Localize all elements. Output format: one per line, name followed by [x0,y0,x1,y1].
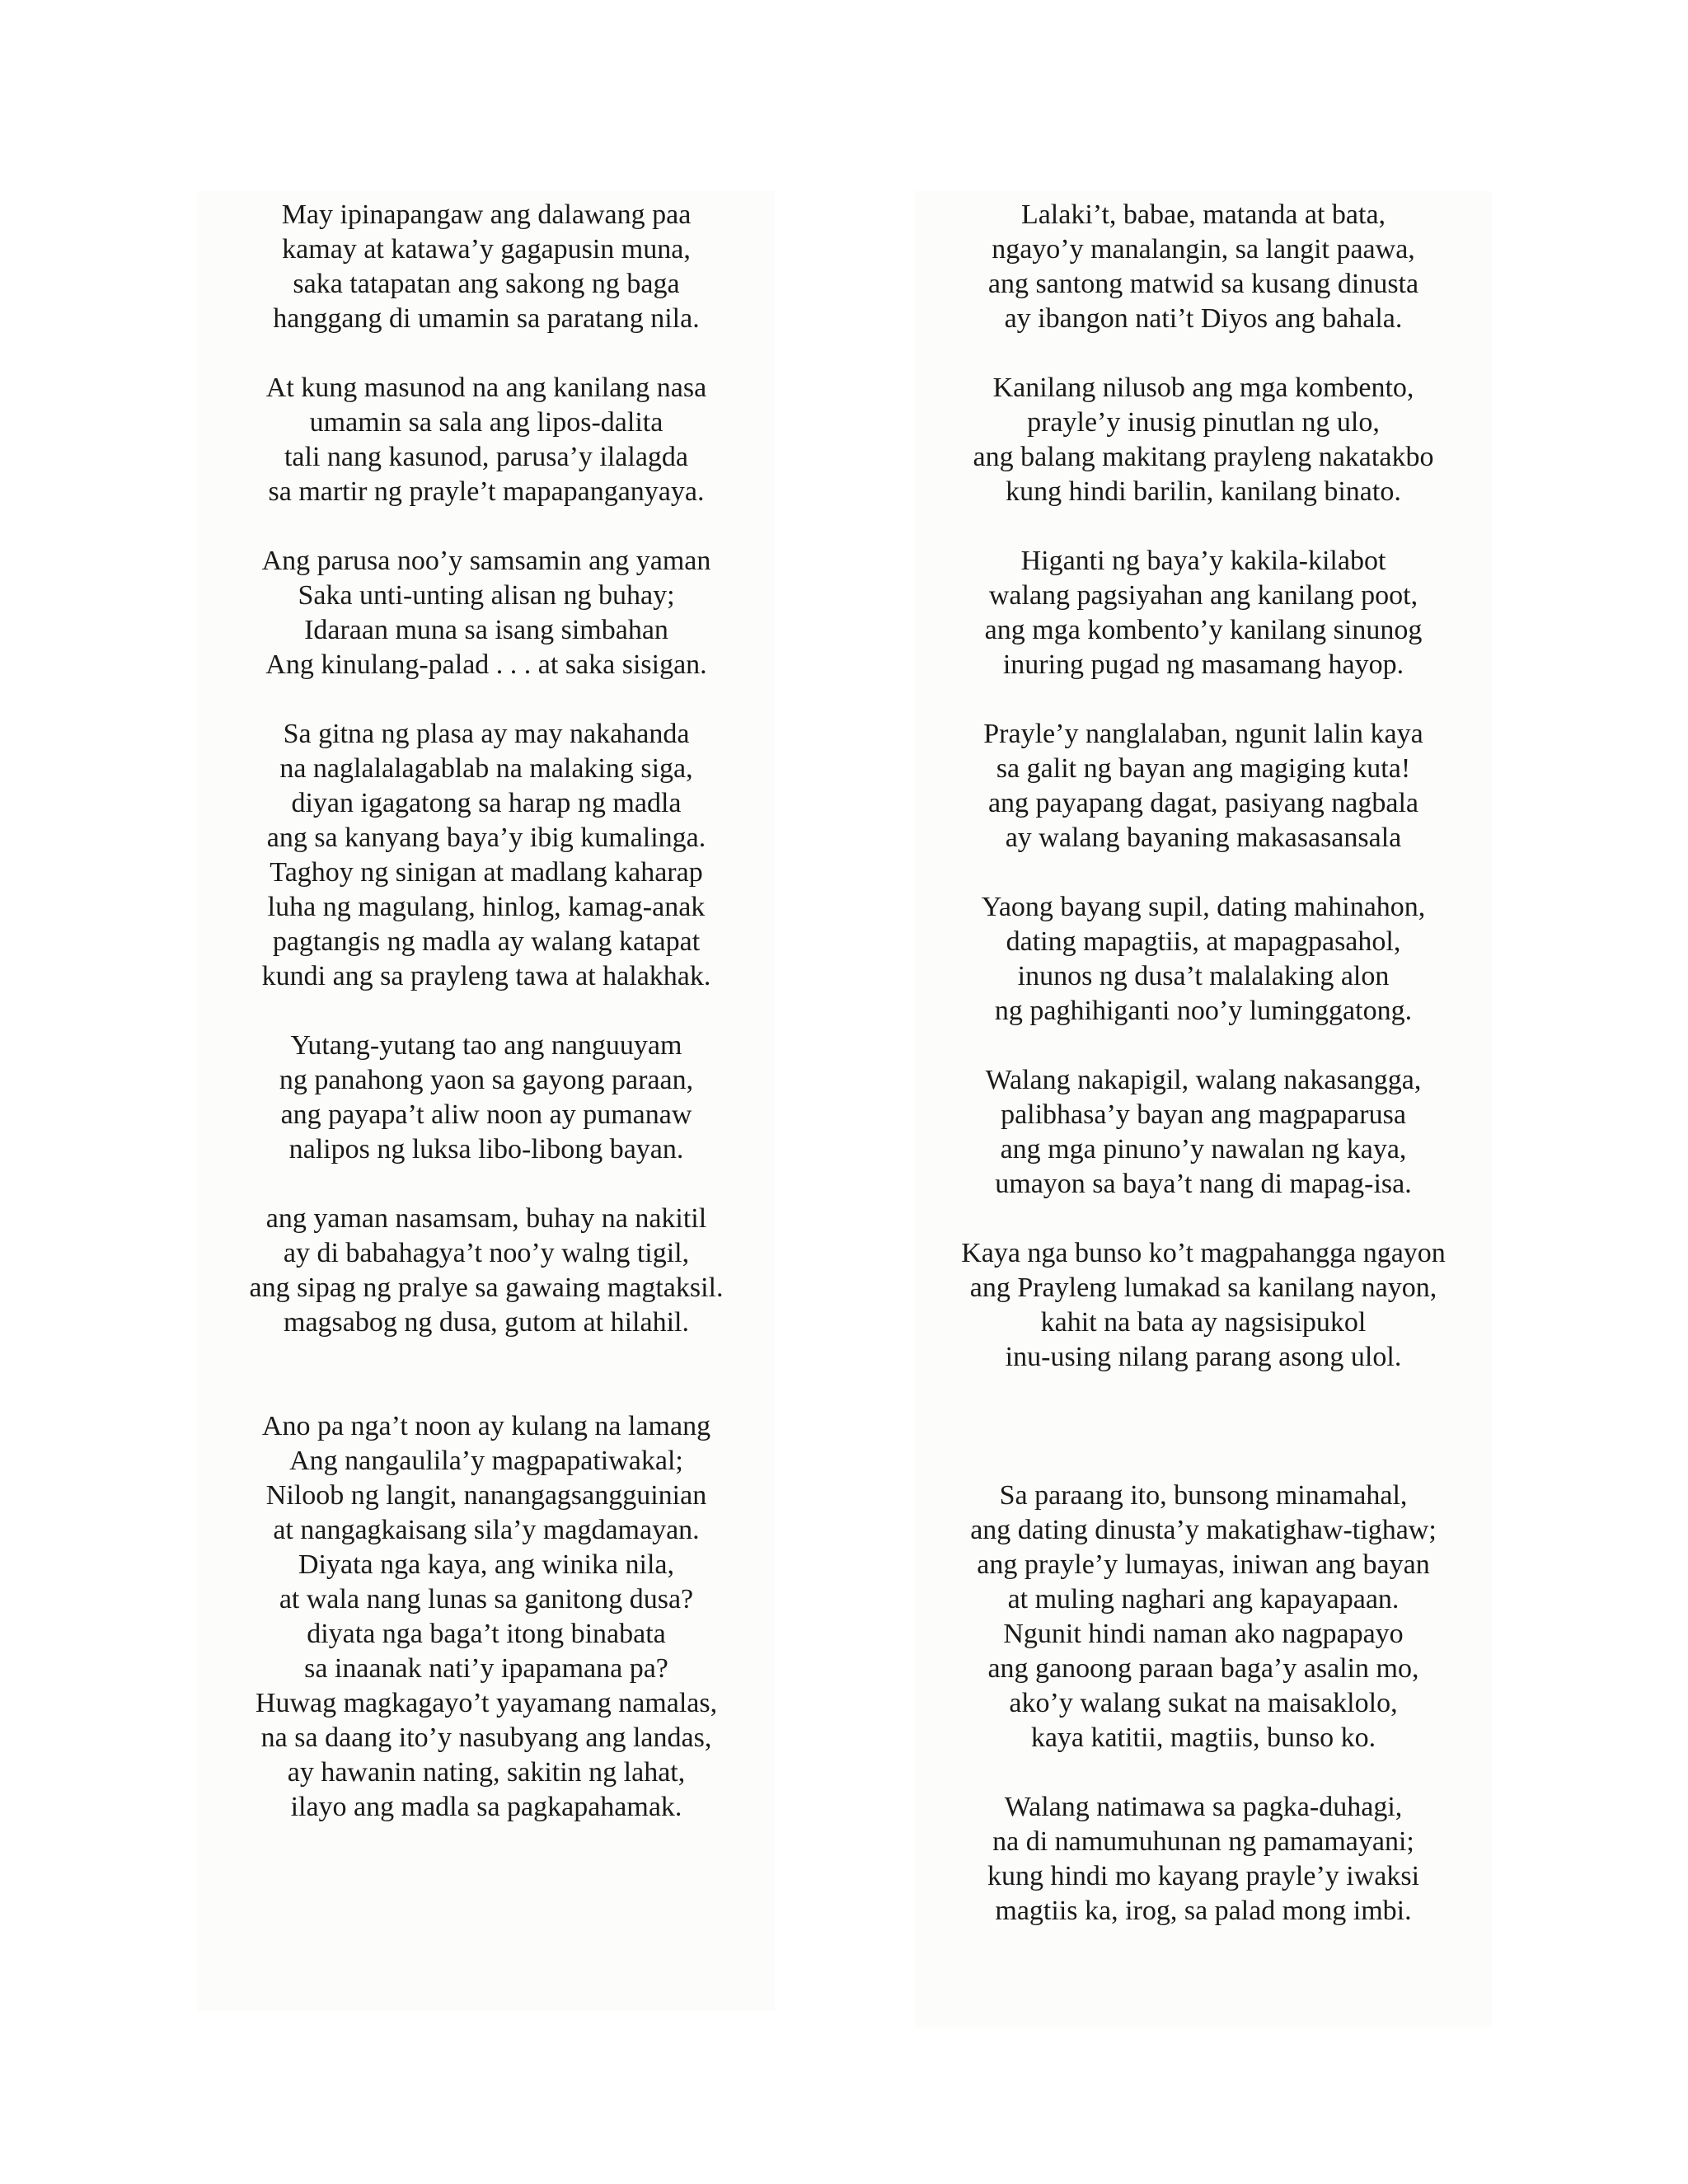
poem-line: na sa daang ito’y nasubyang ang landas, [260,1722,712,1753]
poem-line: ang Prayleng lumakad sa kanilang nayon, [969,1272,1437,1303]
poem-line: Ang kinulang-palad . . . at saka sisigan. [265,649,707,680]
poem-line: Niloob ng langit, nanangagsangguinian [265,1480,707,1511]
poem-line: dating mapagtiis, at mapagpasahol, [1006,926,1401,957]
stanza-gap [915,855,1492,890]
poem-line: nalipos ng luksa libo-libong bayan. [288,1134,684,1165]
poem-line: ang ganoong paraan baga’y asalin mo, [987,1653,1419,1684]
poem-line: inuring pugad ng masamang hayop. [1002,649,1404,680]
poem-line: tali nang kasunod, parusa’y ilalagda [284,442,688,472]
poem-line: Walang natimawa sa pagka-duhagi, [1004,1792,1403,1822]
poem-line: pagtangis ng madla ay walang katapat [272,926,701,957]
poem-line: ang mga pinuno’y nawalan ng kaya, [1000,1134,1407,1165]
poem-line: ang mga kombento’y kanilang sinunog [984,615,1423,645]
poem-line: Kaya nga bunso ko’t magpahangga ngayon [961,1238,1446,1268]
poem-line: kung hindi mo kayang prayle’y iwaksi [987,1861,1420,1891]
poem-line: ang santong matwid sa kusang dinusta [987,269,1419,299]
stanza [198,544,775,682]
poem-line: at nangagkaisang sila’y magdamayan. [273,1515,700,1545]
poem-line: ang prayle’y lumayas, iniwan ang bayan [977,1549,1430,1580]
poem-column-right [915,191,1492,2027]
poem-line: inunos ng dusa’t malalaking alon [1017,961,1390,991]
poem-line: kaya katitii, magtiis, bunso ko. [1030,1722,1376,1753]
poem-line: Ngunit hindi naman ako nagpapayo [1003,1619,1404,1649]
poem-column-left [198,191,775,2011]
stanza [915,198,1492,336]
poem-line: Saka unti-unting alisan ng buhay; [298,580,675,611]
stanza [198,1409,775,1825]
poem-line: Idaraan muna sa isang simbahan [304,615,668,645]
poem-line: Kanilang nilusob ang mga kombento, [992,373,1414,403]
stanza [198,198,775,336]
stanza-gap [915,1029,1492,1063]
poem-line: ang yaman nasamsam, buhay na nakitil [265,1203,707,1234]
poem-line: Taghoy ng sinigan at madlang kaharap [270,857,703,888]
poem-line: ang payapa’t aliw noon ay pumanaw [280,1099,692,1130]
stanza-gap [915,1375,1492,1479]
poem-line: ang sa kanyang baya’y ibig kumalinga. [266,823,706,853]
poem-line: ang payapang dagat, pasiyang nagbala [987,788,1419,818]
poem-line: kundi ang sa prayleng tawa at halakhak. [261,961,711,991]
poem-line: ay hawanin nating, sakitin ng lahat, [287,1757,686,1788]
poem-line: walang pagsiyahan ang kanilang poot, [988,580,1418,611]
poem-line: ng paghihiganti noo’y luminggatong. [994,996,1413,1026]
poem-line: Sa gitna ng plasa ay may nakahanda [283,719,690,749]
poem-line: Yaong bayang supil, dating mahinahon, [981,892,1426,922]
stanza-gap [915,509,1492,544]
poem-line: Higanti ng baya’y kakila-kilabot [1020,546,1386,576]
stanza [915,1236,1492,1375]
poem-line: Lalaki’t, babae, matanda at bata, [1020,199,1386,230]
poem-line: na naglalalagablab na malaking siga, [279,753,693,784]
stanza-gap [915,682,1492,717]
poem-line: at muling naghari ang kapayapaan. [1007,1584,1400,1615]
stanza [915,1479,1492,1755]
stanza [915,717,1492,855]
stanza [915,1790,1492,1929]
poem-line: May ipinapangaw ang dalawang paa [281,199,692,230]
poem-line: diyata nga baga’t itong binabata [307,1619,666,1649]
stanza-gap [915,1755,1492,1790]
poem-line: ilayo ang madla sa pagkapahamak. [290,1792,682,1822]
poem-line: ay di babahagya’t noo’y walng tigil, [283,1238,690,1268]
poem-line: magsabog ng dusa, gutom at hilahil. [284,1307,689,1338]
stanza-gap [915,336,1492,371]
stanza-gap [198,1340,775,1409]
poem-line: sa inaanak nati’y ipapamana pa? [304,1653,668,1684]
poem-line: na di namumuhunan ng pamamayani; [992,1826,1414,1857]
poem-line: sa martir ng prayle’t mapapanganyaya. [268,476,705,507]
poem-line: palibhasa’y bayan ang magpaparusa [1001,1099,1406,1130]
poem-line: At kung masunod na ang kanilang nasa [265,373,707,403]
poem-line: kamay at katawa’y gagapusin muna, [282,234,691,265]
stanza [915,890,1492,1029]
poem-line: ako’y walang sukat na maisaklolo, [1009,1688,1398,1718]
stanza-gap [198,1167,775,1202]
poem-line: magtiis ka, irog, sa palad mong imbi. [995,1896,1412,1926]
poem-line: luha ng magulang, hinlog, kamag-anak [267,892,706,922]
poem-line: Prayle’y nanglalaban, ngunit lalin kaya [983,719,1423,749]
poem-line: Huwag magkagayo’t yayamang namalas, [255,1688,718,1718]
poem-line: ngayo’y manalangin, sa langit paawa, [992,234,1415,265]
poem-line: inu-using nilang parang asong ulol. [1005,1342,1402,1372]
poem-line: kung hindi barilin, kanilang binato. [1006,476,1401,507]
poem-line: umamin sa sala ang lipos-dalita [309,407,663,438]
stanza [198,1202,775,1340]
poem-line: saka tatapatan ang sakong ng baga [293,269,680,299]
poem-line: sa galit ng bayan ang magiging kuta! [996,753,1411,784]
poem-line: umayon sa baya’t nang di mapag-isa. [995,1169,1412,1199]
stanza [198,717,775,994]
poem-line: ay walang bayaning makasasansala [1005,823,1402,853]
poem-line: Ano pa nga’t noon ay kulang na lamang [261,1411,711,1441]
stanza-gap [198,994,775,1029]
stanza-gap [915,1202,1492,1236]
poem-line: ang sipag ng pralye sa gawaing magtaksil. [249,1272,724,1303]
stanza [198,1029,775,1167]
stanza-gap [198,682,775,717]
poem-line: ang dating dinusta’y makatighaw-tighaw; [970,1515,1437,1545]
poem-line: hanggang di umamin sa paratang nila. [273,303,700,334]
poem-line: ay ibangon nati’t Diyos ang bahala. [1004,303,1403,334]
poem-line: Diyata nga kaya, ang winika nila, [298,1549,674,1580]
poem-line: Ang nangaulila’y magpapatiwakal; [289,1446,683,1476]
poem-line: prayle’y inusig pinutlan ng ulo, [1027,407,1380,438]
poem-line: ang balang makitang prayleng nakatakbo [973,442,1434,472]
poem-line: diyan igagatong sa harap ng madla [291,788,682,818]
stanza [198,371,775,509]
stanza [915,544,1492,682]
poem-line: ng panahong yaon sa gayong paraan, [279,1065,694,1095]
stanza [915,371,1492,509]
stanza-gap [198,336,775,371]
poem-line: Ang parusa noo’y samsamin ang yaman [261,546,711,576]
poem-line: kahit na bata ay nagsisipukol [1040,1307,1367,1338]
poem-line: Yutang-yutang tao ang nanguuyam [290,1030,682,1061]
poem-line: Sa paraang ito, bunsong minamahal, [999,1480,1408,1511]
stanza [915,1063,1492,1202]
poem-line: at wala nang lunas sa ganitong dusa? [279,1584,694,1615]
stanza-gap [198,509,775,544]
poem-line: Walang nakapigil, walang nakasangga, [985,1065,1422,1095]
